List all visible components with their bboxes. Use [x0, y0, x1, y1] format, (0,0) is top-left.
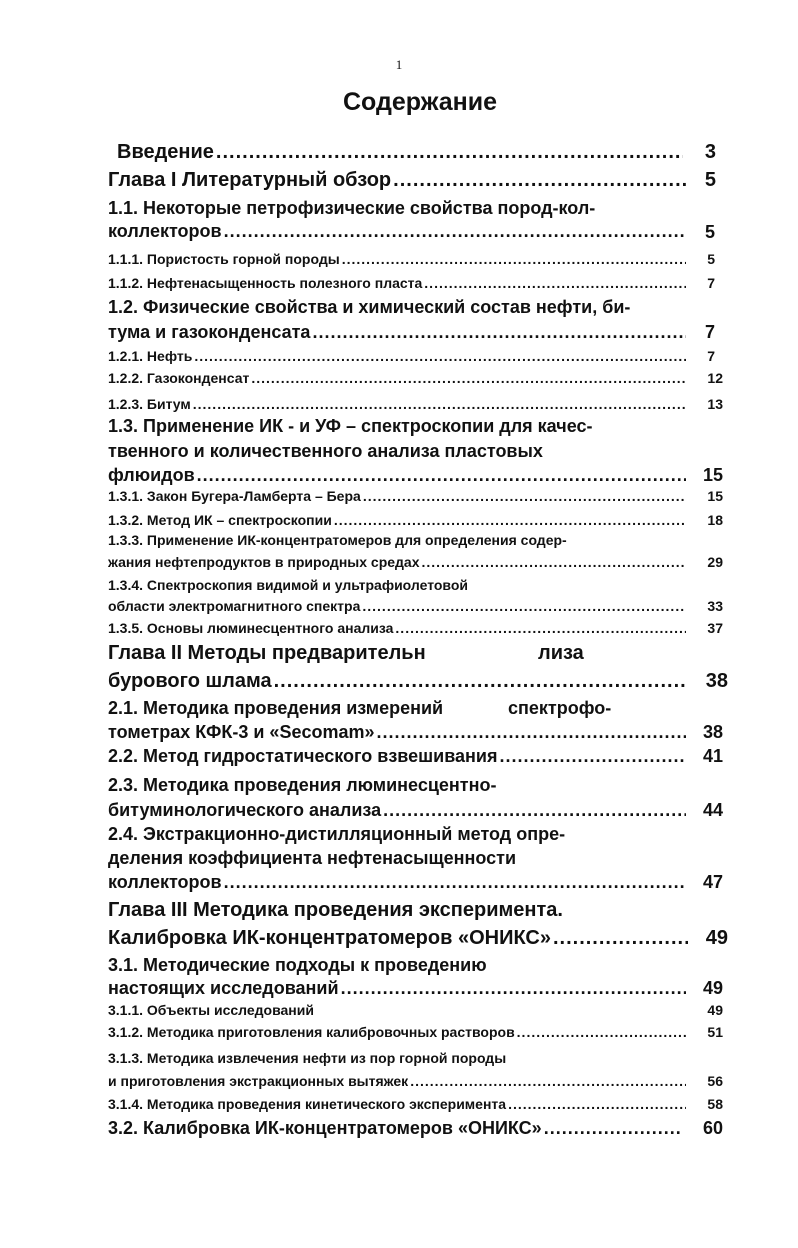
toc-page-number: 60 — [702, 1118, 723, 1138]
toc-entry-3-1[interactable] — [108, 978, 688, 999]
toc-page-number: 58 — [707, 1096, 723, 1112]
toc-page-number: 47 — [702, 872, 723, 892]
toc-entry-chapter-2[interactable] — [108, 670, 690, 693]
toc-entry-1-3-4[interactable] — [108, 598, 688, 614]
toc-entry-text: 1.2.1. Нефть — [108, 348, 193, 364]
toc-page-number: 15 — [707, 488, 723, 504]
toc-entry-intro[interactable] — [117, 141, 685, 164]
toc-entry-text: 2.2. Метод гидростатического взвешивания — [108, 746, 498, 766]
toc-page-number: 5 — [704, 222, 715, 242]
toc-entry-1-2-line1: 1.2. Физические свойства и химический состав нефти, би- — [108, 297, 631, 317]
toc-entry-1-2-2[interactable] — [108, 370, 688, 386]
toc-entry-text: 1.2.2. Газоконденсат — [108, 370, 250, 386]
toc-entry-3-1-3[interactable] — [108, 1073, 688, 1089]
toc-entry-2-2[interactable] — [108, 746, 688, 767]
toc-entry-1-1-2[interactable] — [108, 275, 688, 291]
toc-entry-text: области электромагнитного спектра — [108, 598, 361, 614]
toc-page-number: 38 — [702, 722, 723, 742]
toc-entry-text: 1.3.5. Основы люминесцентного анализа — [108, 620, 394, 636]
toc-entry-text: Введение — [117, 141, 214, 163]
toc-entry-text: Глава I Литературный обзор — [108, 169, 392, 191]
toc-entry-3-1-line1: 3.1. Методические подходы к проведению — [108, 955, 487, 975]
toc-entry-3-1-4[interactable] — [108, 1096, 688, 1112]
toc-page-number: 44 — [702, 800, 723, 820]
page-title: Содержание — [342, 88, 498, 116]
toc-entry-text: 1.1.1. Пористость горной породы — [108, 251, 340, 267]
toc-entry-chapter-3-line1: Глава III Методика проведения эксперимента. — [108, 899, 563, 921]
toc-entry-1-3-5[interactable] — [108, 620, 688, 636]
toc-entry-1-1-line1: 1.1. Некоторые петрофизические свойства пород-кол- — [108, 198, 596, 218]
toc-entry-text: флюидов — [108, 465, 195, 485]
toc-entry-2-3-line1: 2.3. Методика проведения люминесцентно- — [108, 775, 497, 795]
toc-page-number: 7 — [707, 348, 715, 364]
toc-entry-1-3-line2: твенного и количественного анализа пластовых — [108, 441, 543, 461]
toc-page-number: 3 — [704, 141, 716, 163]
toc-page-number: 49 — [707, 1002, 723, 1018]
toc-page-number: 7 — [704, 322, 715, 342]
toc-entry-text: и приготовления экстракционных вытяжек — [108, 1073, 409, 1089]
toc-page-number: 13 — [707, 396, 723, 412]
toc-page-number: 33 — [707, 598, 723, 614]
toc-entry-text: 3.1.4. Методика проведения кинетического эксперимента — [108, 1096, 507, 1112]
toc-entry-text: 3.2. Калибровка ИК-концентратомеров «ОНИКС» — [108, 1118, 542, 1138]
toc-entry-chapter-3[interactable] — [108, 927, 690, 950]
toc-entry-1-3-4-line1: 1.3.4. Спектроскопия видимой и ультрафиолетовой — [108, 577, 468, 593]
toc-entry-text: 1.1.2. Нефтенасыщенность полезного пласта — [108, 275, 423, 291]
toc-entry-text: настоящих исследований — [108, 978, 339, 998]
toc-entry-1-1-1[interactable] — [108, 251, 688, 267]
toc-page-number: 49 — [705, 927, 728, 949]
toc-page-number: 37 — [707, 620, 723, 636]
toc-page-number: 51 — [707, 1024, 723, 1040]
toc-entry-text: 1.2.3. Битум — [108, 396, 191, 412]
toc-entry-1-3-3[interactable] — [108, 554, 688, 570]
toc-entry-1-3-1[interactable] — [108, 488, 688, 504]
toc-entry-1-2-1[interactable] — [108, 348, 688, 364]
page-number: 1 — [395, 57, 403, 72]
toc-entry-1-3[interactable] — [108, 465, 688, 486]
toc-entry-3-2[interactable] — [108, 1118, 682, 1139]
toc-entry-chapter-2-line1a: Глава II Методы предварительн — [108, 642, 426, 664]
toc-entry-text: коллекторов — [108, 872, 222, 892]
toc-page-number: 38 — [705, 670, 728, 692]
toc-entry-1-2-3[interactable] — [108, 396, 688, 412]
toc-entry-3-1-2[interactable] — [108, 1024, 688, 1040]
toc-page-number: 18 — [707, 512, 723, 528]
toc-entry-1-3-line1: 1.3. Применение ИК - и УФ – спектроскопии для качес- — [108, 416, 593, 436]
toc-page-number: 15 — [702, 465, 723, 485]
toc-entry-2-1[interactable] — [108, 722, 688, 743]
toc-page-number: 56 — [707, 1073, 723, 1089]
toc-entry-2-1-line1a: 2.1. Методика проведения измерений — [108, 698, 444, 718]
toc-entry-1-3-3-line1: 1.3.3. Применение ИК-концентратомеров для определения содер- — [108, 532, 567, 548]
toc-entry-1-1[interactable] — [108, 221, 688, 242]
toc-page-number: 5 — [704, 169, 716, 191]
toc-entry-chapter-1[interactable] — [108, 169, 690, 192]
toc-entry-3-1-3-line1: 3.1.3. Методика извлечения нефти из пор горной породы — [108, 1050, 507, 1066]
toc-entry-2-1-line1b: спектрофо- — [508, 698, 612, 718]
toc-page-number: 41 — [702, 746, 723, 766]
toc-entry-text: 1.3.1. Закон Бугера-Ламберта – Бера — [108, 488, 361, 504]
toc-entry-text: коллекторов — [108, 221, 222, 241]
toc-page-number: 5 — [707, 251, 715, 267]
toc-entry-text: тометрах КФК-3 и «Secomam» — [108, 722, 375, 742]
toc-entry-2-4-line2: деления коэффициента нефтенасыщенности — [108, 848, 517, 868]
toc-page-number: 7 — [707, 275, 715, 291]
toc-entry-text: 3.1.1. Объекты исследований — [108, 1002, 314, 1018]
toc-entry-text: бурового шлама — [108, 670, 272, 692]
toc-entry-1-2[interactable] — [108, 322, 688, 343]
toc-entry-1-3-2[interactable] — [108, 512, 688, 528]
toc-entry-text: жания нефтепродуктов в природных средах — [108, 554, 420, 570]
toc-page-number: 12 — [707, 370, 723, 386]
toc-entry-2-4[interactable] — [108, 872, 688, 893]
toc-page-number: 49 — [702, 978, 723, 998]
toc-entry-2-3[interactable] — [108, 800, 688, 821]
toc-entry-3-1-1[interactable] — [108, 1002, 408, 1018]
toc-entry-text: 1.3.2. Метод ИК – спектроскопии — [108, 512, 332, 528]
toc-entry-text: 3.1.2. Методика приготовления калибровочных растворов — [108, 1024, 515, 1040]
toc-entry-chapter-2-line1b: лиза — [538, 642, 584, 664]
toc-entry-text: битуминологического анализа — [108, 800, 382, 820]
toc-page-number: 29 — [707, 554, 723, 570]
toc-entry-text: тума и газоконденсата — [108, 322, 311, 342]
toc-entry-text: Калибровка ИК-концентратомеров «ОНИКС» — [108, 927, 551, 949]
toc-entry-2-4-line1: 2.4. Экстракционно-дистилляционный метод опре- — [108, 824, 566, 844]
